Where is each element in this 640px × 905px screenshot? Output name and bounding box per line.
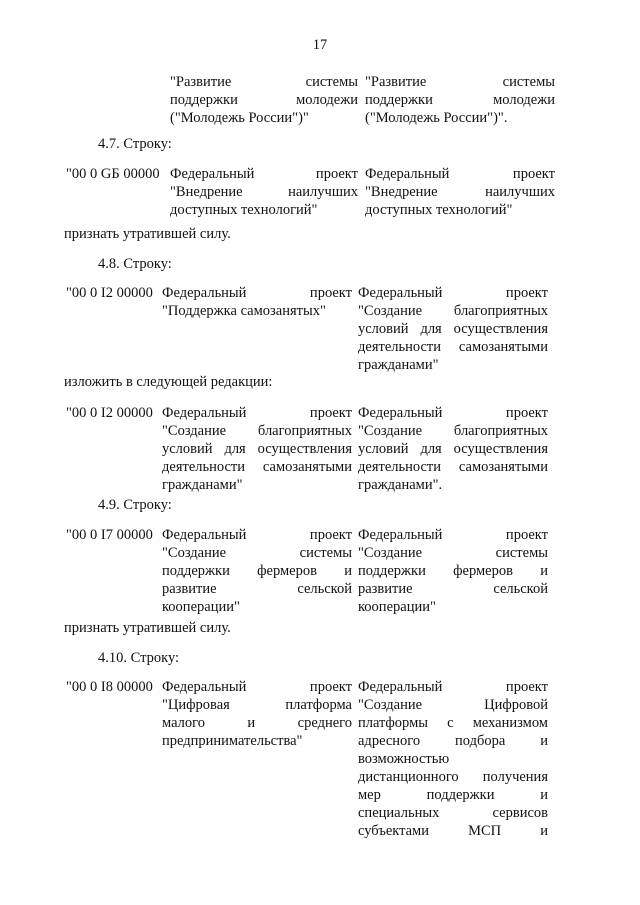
text-line: кооперации" <box>358 599 436 615</box>
text-line: платформы с механизмом <box>358 715 548 731</box>
text-line: условий для осуществления <box>358 321 548 337</box>
text-line: адресного подбора и <box>358 733 548 749</box>
section-heading-4-8: 4.8. Строку: <box>98 256 172 272</box>
text-line: малого и среднего <box>162 715 352 731</box>
text-line: "Создание системы <box>162 545 352 561</box>
text-line: субъектами МСП и <box>358 823 548 839</box>
text-line: возможностью <box>358 751 450 767</box>
block2-right-cell <box>365 165 555 219</box>
text-line: доступных технологий" <box>365 202 513 218</box>
text-line: деятельности самозанятыми <box>358 339 548 355</box>
text-line: Федеральный проект <box>162 527 352 543</box>
text-line: доступных технологий" <box>170 202 318 218</box>
text-line: "Поддержка самозанятых" <box>162 303 326 319</box>
block3-right-cell <box>358 284 548 374</box>
text-line: условий для осуществления <box>162 441 352 457</box>
text-line: Федеральный проект <box>365 166 555 182</box>
text-line: Федеральный проект <box>162 285 352 301</box>
block2-code: "00 0 GБ 00000 <box>66 166 160 182</box>
text-line: деятельности самозанятыми <box>358 459 548 475</box>
text-line: предпринимательства" <box>162 733 303 749</box>
block6-code: "00 0 I8 00000 <box>66 679 153 695</box>
text-line: Федеральный проект <box>358 285 548 301</box>
text-line: поддержки фермеров и <box>358 563 548 579</box>
block1-left-cell <box>170 73 358 127</box>
text-line: поддержки фермеров и <box>162 563 352 579</box>
text-line: поддержки молодежи <box>170 92 358 108</box>
block2-left-cell <box>170 165 358 219</box>
text-line: деятельности самозанятыми <box>162 459 352 475</box>
text-line: развитие сельской <box>358 581 548 597</box>
text-line: Федеральный проект <box>358 679 548 695</box>
text-line: "Развитие системы <box>365 74 555 90</box>
block1-right-cell <box>365 73 555 127</box>
block5-code: "00 0 I7 00000 <box>66 527 153 543</box>
text-line: ("Молодежь России")". <box>365 110 508 126</box>
text-line: Федеральный проект <box>358 405 548 421</box>
text-line: мер поддержки и <box>358 787 548 803</box>
section-heading-4-7: 4.7. Строку: <box>98 136 172 152</box>
block4-right-cell <box>358 404 548 494</box>
text-line: условий для осуществления <box>358 441 548 457</box>
instruction-text: изложить в следующей редакции: <box>64 374 273 390</box>
page-number: 17 <box>312 37 328 53</box>
text-line: гражданами". <box>358 477 443 493</box>
text-line: поддержки молодежи <box>365 92 555 108</box>
section-heading-4-10: 4.10. Строку: <box>98 650 180 666</box>
text-line: специальных сервисов <box>358 805 548 821</box>
text-line: "Внедрение наилучших <box>170 184 358 200</box>
text-line: развитие сельской <box>162 581 352 597</box>
block6-left-cell <box>162 678 352 750</box>
text-line: "Развитие системы <box>170 74 358 90</box>
text-line: дистанционного получения <box>358 769 548 785</box>
text-line: "Создание благоприятных <box>162 423 352 439</box>
text-line: "Создание благоприятных <box>358 303 548 319</box>
section-heading-4-9: 4.9. Строку: <box>98 497 172 513</box>
block3-code: "00 0 I2 00000 <box>66 285 153 301</box>
block5-right-cell <box>358 526 548 616</box>
text-line: "Создание благоприятных <box>358 423 548 439</box>
text-line: кооперации" <box>162 599 240 615</box>
text-line: "Создание Цифровой <box>358 697 548 713</box>
instruction-text: признать утратившей силу. <box>64 620 231 636</box>
text-line: Федеральный проект <box>162 405 352 421</box>
text-line: ("Молодежь России")" <box>170 110 309 126</box>
text-line: "Создание системы <box>358 545 548 561</box>
text-line: "Цифровая платформа <box>162 697 352 713</box>
block6-right-cell <box>358 678 548 840</box>
text-line: Федеральный проект <box>162 679 352 695</box>
instruction-text: признать утратившей силу. <box>64 226 231 242</box>
text-line: гражданами" <box>358 357 439 373</box>
block3-left-cell <box>162 284 352 320</box>
text-line: гражданами" <box>162 477 243 493</box>
text-line: Федеральный проект <box>170 166 358 182</box>
block5-left-cell <box>162 526 352 616</box>
block4-code: "00 0 I2 00000 <box>66 405 153 421</box>
text-line: "Внедрение наилучших <box>365 184 555 200</box>
block4-left-cell <box>162 404 352 494</box>
text-line: Федеральный проект <box>358 527 548 543</box>
